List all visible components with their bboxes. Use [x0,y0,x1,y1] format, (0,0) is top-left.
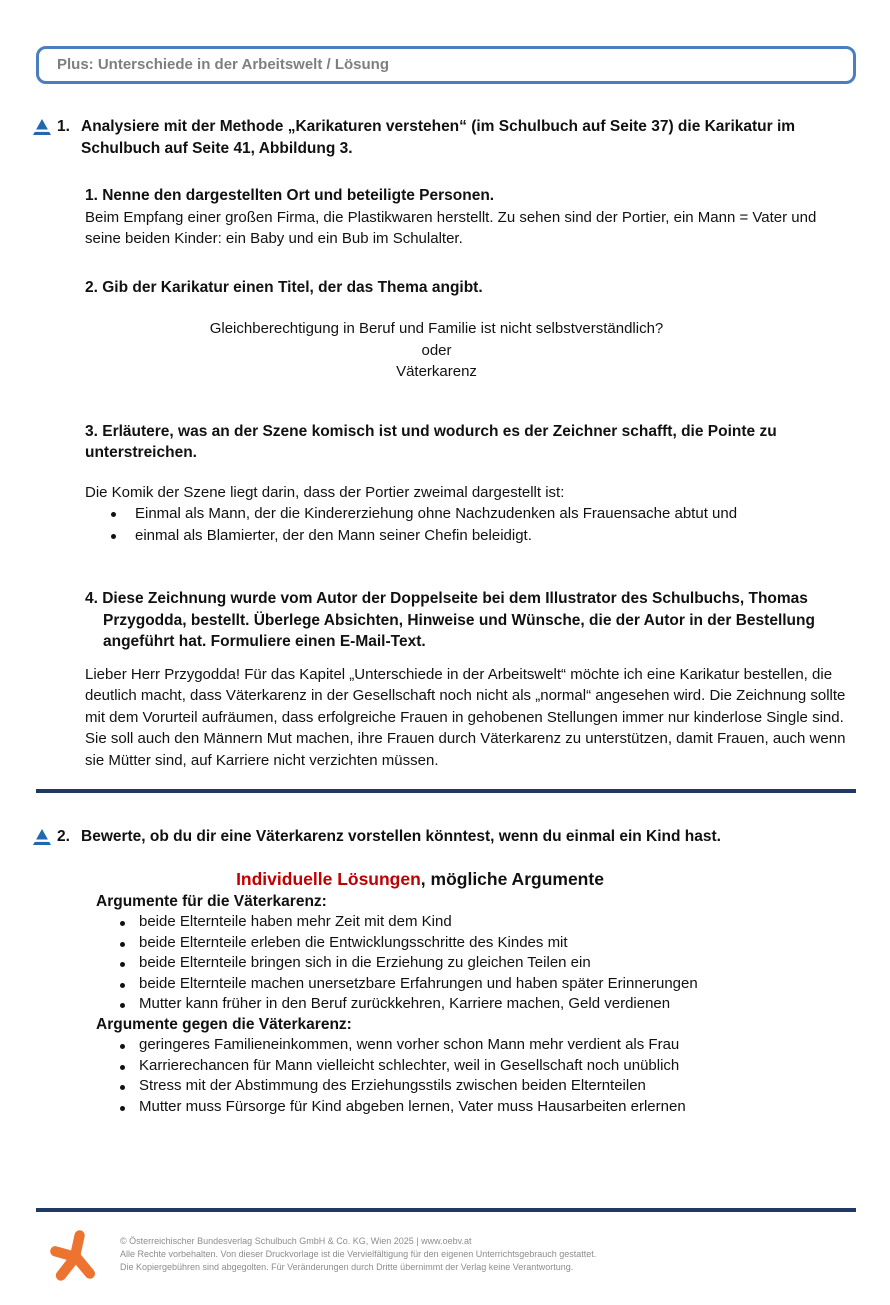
list-item: Mutter kann früher in den Beruf zurückkehren, Karriere machen, Geld verdienen [96,994,848,1015]
task-1-content [85,185,848,771]
list-item: Mutter muss Fürsorge für Kind abgeben lernen, Vater muss Hausarbeiten erlernen [96,1097,848,1118]
list-item: geringeres Familieneinkommen, wenn vorher schon Mann mehr verdient als Frau [96,1035,848,1056]
q1-heading: 1. Nenne den dargestellten Ort und beteiligte Personen. [85,187,495,204]
solution-heading [0,869,840,890]
footer [46,1226,596,1284]
q2-heading: 2. Gib der Karikatur einen Titel, der das Thema angibt. [85,278,483,296]
list-item: einmal als Blamierter, der den Mann seiner Chefin beleidigt. [85,525,848,547]
task-1-number: 1. [57,118,70,135]
q2-answer-or: oder [421,341,452,359]
oebv-logo-icon [46,1226,102,1284]
list-item: Stress mit der Abstimmung des Erziehungsstils zwischen beiden Elternteilen [96,1076,848,1097]
footer-divider [36,1208,856,1212]
task-triangle-icon [33,119,51,142]
list-item: Karrierechancen für Mann vielleicht schlechter, weil in Gesellschaft noch unüblich [96,1056,848,1077]
pro-bullet-list [96,912,848,1015]
footer-line-3: Die Kopiergebühren sind abgegolten. Für Veränderungen durch Dritte übernimmt der Verlag keine Verantwortung. [120,1262,574,1272]
task-2-number: 2. [57,828,70,845]
list-item: beide Elternteile bringen sich in die Erziehung zu gleichen Teilen ein [96,953,848,974]
footer-line-2: Alle Rechte vorbehalten. Von dieser Druckvorlage ist die Vervielfältigung für den eigenen Unterrichtsgebrauch gestattet. [120,1249,597,1259]
contra-bullet-list [96,1035,848,1117]
worksheet-title-box [36,46,856,84]
contra-heading: Argumente gegen die Väterkarenz: [96,1015,352,1033]
q2-answers [85,318,788,383]
q2-answer-title: Gleichberechtigung in Beruf und Familie ist nicht selbstverständlich? [209,320,664,337]
arguments-section [96,892,848,1118]
solution-heading-red: Individuelle Lösungen [236,868,421,889]
footer-copyright [120,1226,596,1274]
list-item: beide Elternteile erleben die Entwicklungsschritte des Kindes mit [96,933,848,954]
task-1 [33,116,848,159]
section-divider [36,789,856,793]
worksheet-title: Plus: Unterschiede in der Arbeitswelt / Lösung [57,56,389,73]
q3-bullet-list [85,503,848,546]
worksheet-page [0,46,890,1305]
solution-heading-black: , mögliche Argumente [420,868,604,889]
q4-heading: 4. Diese Zeichnung wurde vom Autor der Doppelseite bei dem Illustrator des Schulbuchs, Thomas Przygodda, bestellt. Überlege Absichten, Hinweise und Wünsche, die der Autor in der Bestellung angeführt hat. Formuliere einen E-Mail-Text. [85,590,815,650]
task-2 [33,826,848,852]
pro-heading: Argumente für die Väterkarenz: [96,892,327,910]
q3-intro: Die Komik der Szene liegt darin, dass der Portier zweimal dargestellt ist: [85,483,565,501]
task-1-text: Analysiere mit der Methode „Karikaturen verstehen“ (im Schulbuch auf Seite 37) die Karikatur im Schulbuch auf Seite 41, Abbildung 3. [81,118,796,157]
list-item: beide Elternteile machen unersetzbare Erfahrungen und haben später Erinnerungen [96,974,848,995]
task-2-text: Bewerte, ob du dir eine Väterkarenz vorstellen könntest, wenn du einmal ein Kind hast. [81,828,721,845]
q4-answer: Lieber Herr Przygodda! Für das Kapitel „Unterschiede in der Arbeitswelt“ möchte ich eine Karikatur bestellen, die deutlich macht, dass Väterkarenz in der Gesellschaft noch nicht als „normal“ angesehen wird. Die Zeichnung sollte mit dem Vorurteil aufräumen, dass erfolgreiche Frauen in gehobenen Stellungen immer nur kinderlose Single sind. Sie soll auch den Männern Mut machen, ihre Frauen durch Väterkarenz zu unterstützen, damit Frauen, auch wenn sie Mütter sind, auf Karriere nicht verzichten müssen. [85,665,846,769]
q2-answer-alt: Väterkarenz [396,363,477,380]
task-triangle-icon [33,829,51,852]
q3-heading: 3. Erläutere, was an der Szene komisch ist und wodurch es der Zeichner schafft, die Pointe zu unterstreichen. [85,422,777,461]
footer-line-1: © Österreichischer Bundesverlag Schulbuch GmbH & Co. KG, Wien 2025 | www.oebv.at [120,1236,472,1246]
q1-answer: Beim Empfang einer großen Firma, die Plastikwaren herstellt. Zu sehen sind der Portier, ein Mann = Vater und seine beiden Kinder: ein Baby und ein Bub im Schulalter. [85,208,817,247]
list-item: Einmal als Mann, der die Kindererziehung ohne Nachzudenken als Frauensache abtut und [85,503,848,525]
list-item: beide Elternteile haben mehr Zeit mit dem Kind [96,912,848,933]
